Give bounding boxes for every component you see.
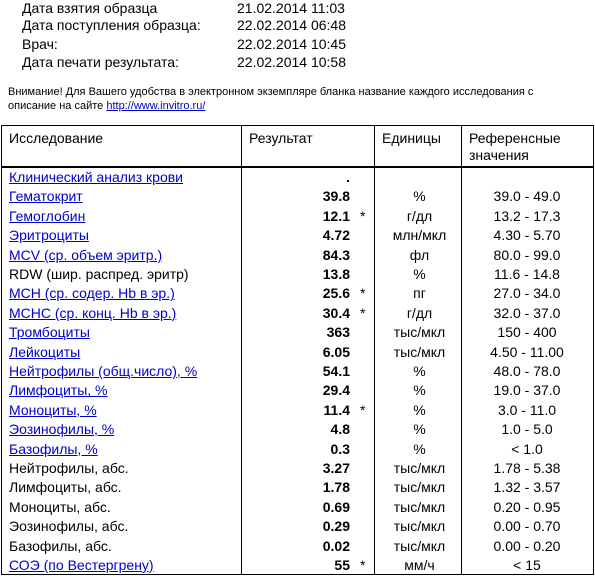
test-name[interactable]: Гематокрит [9,188,83,205]
result-value: 0.29 [322,518,350,535]
table-header [2,126,593,168]
test-name[interactable]: Эозинофилы, % [9,421,115,438]
results-table [1,125,594,575]
unit-cell: млн/мкл [392,227,447,244]
meta-label: Дата поступления образца: [22,17,201,33]
reference-range: < 15 [513,557,541,573]
table-row [2,207,593,226]
unit-cell: тыс/мкл [393,518,446,535]
reference-range: 32.0 - 37.0 [493,304,561,321]
result-value: 39.8 [322,188,350,205]
meta-label: Дата печати результата: [22,54,179,70]
meta-label: Врач: [22,36,58,52]
notice-text: Внимание! Для Вашего удобства в электронном экземпляре бланка название каждого исследования с [8,86,534,98]
unit-cell: % [413,266,426,282]
table-row [2,420,593,439]
table-row [2,265,593,284]
table-row [2,304,593,323]
test-name: Эозинофилы, абс. [9,518,129,535]
unit-cell: % [413,440,426,457]
test-name[interactable]: Гемоглобин [9,207,86,224]
result-value: 54.1 [322,363,350,379]
header-result: Результат [249,130,313,146]
result-value: 29.4 [322,382,350,399]
test-name[interactable]: Лимфоциты, % [9,382,108,399]
unit-cell: тыс/мкл [393,537,446,554]
reference-range: 1.78 - 5.38 [493,460,561,476]
unit-cell: фл [409,246,430,263]
test-name: Лимфоциты, абс. [9,479,122,496]
reference-range: 150 - 400 [497,324,557,341]
result-value: 0.69 [322,498,350,515]
result-value: 6.05 [322,343,350,360]
meta-value: 22.02.2014 06:48 [237,17,346,33]
test-name[interactable]: MCHC (ср. конц. Hb в эр.) [9,304,177,321]
table-row [2,440,593,459]
abnormal-flag: * [360,557,366,573]
table-row [2,498,593,517]
table-row [2,401,593,420]
unit-cell: % [413,421,426,438]
table-row [2,478,593,497]
unit-cell: г/дл [406,304,433,321]
test-name: Базофилы, абс. [9,537,112,554]
test-name[interactable]: Эритроциты [9,227,89,244]
meta-value: 22.02.2014 10:45 [237,36,346,52]
meta-label: Дата взятия образца [22,0,158,16]
result-value: 84.3 [322,246,350,263]
result-value: 0.02 [322,537,350,554]
test-name[interactable]: Моноциты, % [9,401,97,418]
test-name: Нейтрофилы, абс. [9,460,129,476]
unit-cell: пг [413,285,426,302]
unit-cell: тыс/мкл [393,460,446,476]
result-value: 363 [326,324,350,341]
reference-range: 0.00 - 0.20 [493,537,561,554]
notice-line2 [8,99,595,113]
header-reference [469,130,561,164]
result-value: 11.4 [323,401,350,418]
reference-range: 39.0 - 49.0 [493,188,561,205]
reference-range: 0.20 - 0.95 [493,498,561,515]
header-reference-line1: Референсные [469,130,561,146]
test-name[interactable]: СОЭ (по Вестергрену) [9,557,154,573]
result-value: . [346,169,350,185]
table-row [2,381,593,400]
reference-range: 1.32 - 3.57 [493,479,561,496]
test-name[interactable]: Клинический анализ крови [9,169,183,185]
reference-range: 0.00 - 0.70 [493,518,561,535]
reference-range: 3.0 - 11.0 [497,401,557,418]
unit-cell: г/дл [406,207,433,224]
test-name[interactable]: Лейкоциты [9,343,81,360]
reference-range: < 1.0 [511,440,543,457]
notice-prefix: описание на сайте [8,100,107,112]
table-row [2,459,593,478]
unit-cell: тыс/мкл [393,479,446,496]
unit-cell: мм/ч [404,557,435,573]
header-study: Исследование [9,130,104,146]
reference-range: 4.30 - 5.70 [493,227,561,244]
table-row [2,556,593,575]
unit-cell: тыс/мкл [393,498,446,515]
meta-value: 22.02.2014 10:58 [237,54,346,70]
table-row [2,517,593,536]
table-row [2,226,593,245]
test-name[interactable]: MCV (ср. объем эритр.) [9,246,163,263]
unit-cell: % [413,382,426,399]
unit-cell: % [413,401,426,418]
invitro-link[interactable]: http://www.invitro.ru/ [106,100,206,112]
abnormal-flag: * [360,304,366,321]
test-name[interactable]: Тромбоциты [9,324,90,341]
test-name: Моноциты, абс. [9,498,111,515]
reference-range: 11.6 - 14.8 [494,266,560,282]
unit-cell: тыс/мкл [393,324,446,341]
table-row [2,343,593,362]
result-value: 25.6 [322,285,350,302]
header-reference-line2: значения [469,147,529,163]
reference-range: 48.0 - 78.0 [493,363,561,379]
unit-cell: % [413,188,426,205]
test-name[interactable]: MCH (ср. содер. Hb в эр.) [9,285,175,302]
test-name[interactable]: Нейтрофилы (общ.число), % [9,363,198,379]
abnormal-flag: * [360,285,366,302]
table-row [2,323,593,342]
reference-range: 19.0 - 37.0 [493,382,561,399]
table-row [2,537,593,556]
unit-cell: % [413,363,426,379]
notice [8,85,595,113]
reference-range: 13.2 - 17.3 [493,207,561,224]
result-value: 1.78 [322,479,350,496]
result-value: 55 [334,557,350,573]
result-value: 0.3 [330,440,350,457]
reference-range: 4.50 - 11.00 [490,343,564,360]
meta-value: 21.02.2014 11:03 [237,0,345,16]
header-units: Единицы [382,130,441,146]
unit-cell: тыс/мкл [393,343,446,360]
result-value: 3.27 [322,460,350,476]
test-name[interactable]: Базофилы, % [9,440,98,457]
test-name: RDW (шир. распред. эритр) [9,266,189,282]
abnormal-flag: * [360,207,366,224]
reference-range: 1.0 - 5.0 [501,421,553,438]
abnormal-flag: * [360,401,366,418]
reference-range: 80.0 - 99.0 [493,246,561,263]
result-value: 4.72 [322,227,350,244]
result-value: 4.8 [330,421,350,438]
table-row [2,168,593,187]
result-value: 13.8 [322,266,350,282]
table-row [2,246,593,265]
table-row [2,284,593,303]
result-value: 30.4 [322,304,350,321]
table-row [2,362,593,381]
reference-range: 27.0 - 34.0 [493,285,561,302]
table-row [2,187,593,206]
result-value: 12.1 [322,207,350,224]
